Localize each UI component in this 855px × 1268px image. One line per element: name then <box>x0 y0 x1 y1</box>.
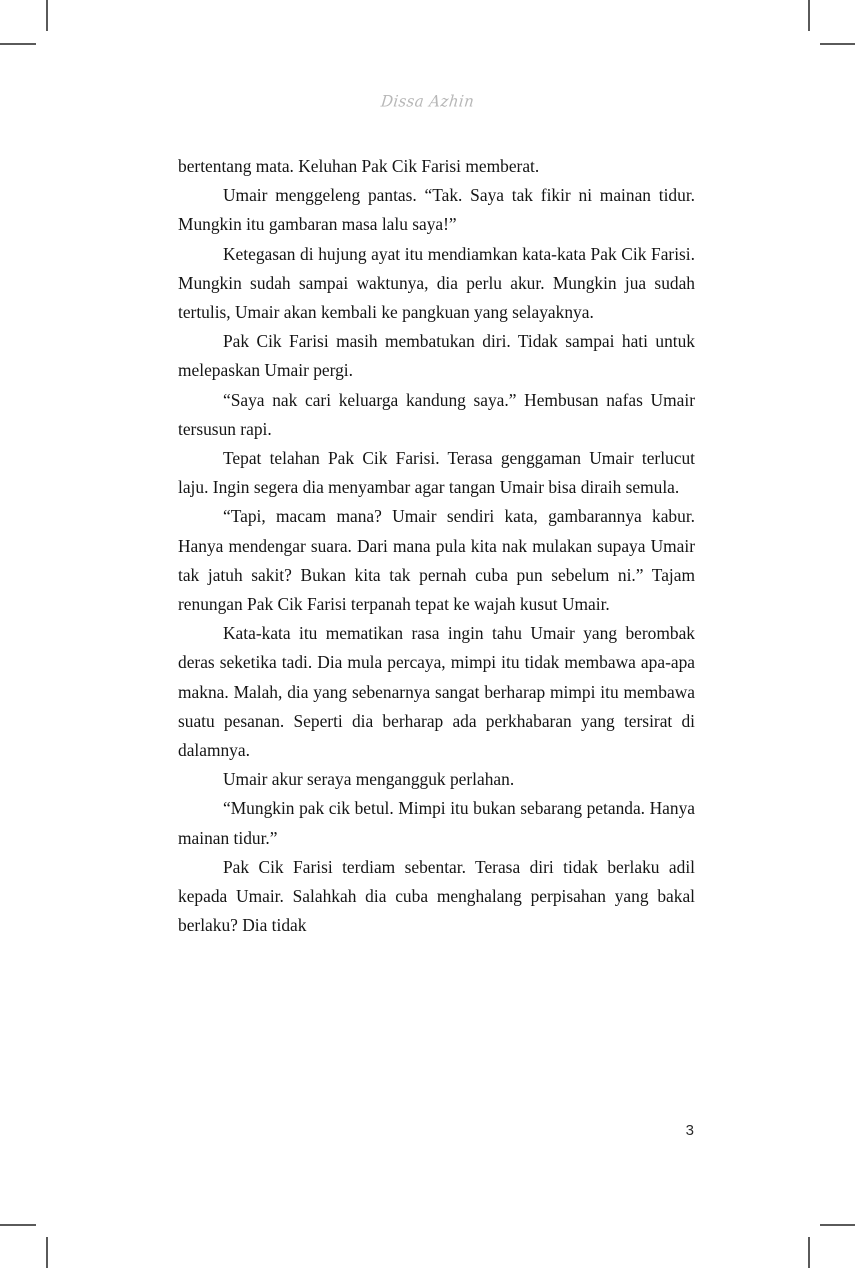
crop-mark-bottom-right-vertical <box>808 1237 810 1268</box>
crop-mark-bottom-right-horizontal <box>820 1224 855 1226</box>
body-text-block <box>178 152 695 940</box>
crop-mark-top-right-horizontal <box>820 43 855 45</box>
paragraph: Pak Cik Farisi masih membatukan diri. Tidak sampai hati untuk melepaskan Umair pergi. <box>178 331 695 381</box>
paragraph: bertentang mata. Keluhan Pak Cik Farisi memberat. <box>178 156 540 176</box>
crop-mark-top-left-vertical <box>46 0 48 31</box>
paragraph: “Saya nak cari keluarga kandung saya.” Hembusan nafas Umair tersusun rapi. <box>178 389 695 439</box>
paragraph: Kata-kata itu mematikan rasa ingin tahu Umair yang berombak deras seketika tadi. Dia mula percaya, mimpi itu tidak membawa apa-apa makna. Malah, dia yang sebenarnya sangat berharap mimpi itu membawa suatu pesanan. Seperti dia berharap ada perkhabaran yang tersirat di dalamnya. <box>178 623 695 761</box>
paragraph: Umair akur seraya mengangguk perlahan. <box>223 769 515 790</box>
paragraph: “Mungkin pak cik betul. Mimpi itu bukan sebarang petanda. Hanya mainan tidur.” <box>178 798 695 848</box>
paragraph: Ketegasan di hujung ayat itu mendiamkan kata-kata Pak Cik Farisi. Mungkin sudah sampai waktunya, dia perlu akur. Mungkin jua sudah tertulis, Umair akan kembali ke pangkuan yang selayaknya. <box>178 243 695 323</box>
paragraph: Pak Cik Farisi terdiam sebentar. Terasa diri tidak berlaku adil kepada Umair. Salahkah dia cuba menghalang perpisahan yang bakal berlaku? Dia tidak <box>178 856 695 936</box>
page-number: 3 <box>685 1122 694 1139</box>
paragraph: Tepat telahan Pak Cik Farisi. Terasa genggaman Umair terlucut laju. Ingin segera dia menyambar agar tangan Umair bisa diraih semula. <box>178 448 695 498</box>
author-signature: Dissa Azhin <box>379 91 476 111</box>
crop-mark-top-left-horizontal <box>0 43 36 45</box>
running-head <box>0 92 855 111</box>
crop-mark-bottom-left-horizontal <box>0 1224 36 1226</box>
paragraph: Umair menggeleng pantas. “Tak. Saya tak fikir ni mainan tidur. Mungkin itu gambaran masa lalu saya!” <box>178 185 695 235</box>
crop-mark-bottom-left-vertical <box>46 1237 48 1268</box>
crop-mark-top-right-vertical <box>808 0 810 31</box>
paragraph: “Tapi, macam mana? Umair sendiri kata, gambarannya kabur. Hanya mendengar suara. Dari mana pula kita nak mulakan supaya Umair tak jatuh sakit? Bukan kita tak pernah cuba pun sebelum ni.” Tajam renungan Pak Cik Farisi terpanah tepat ke wajah kusut Umair. <box>178 506 695 615</box>
